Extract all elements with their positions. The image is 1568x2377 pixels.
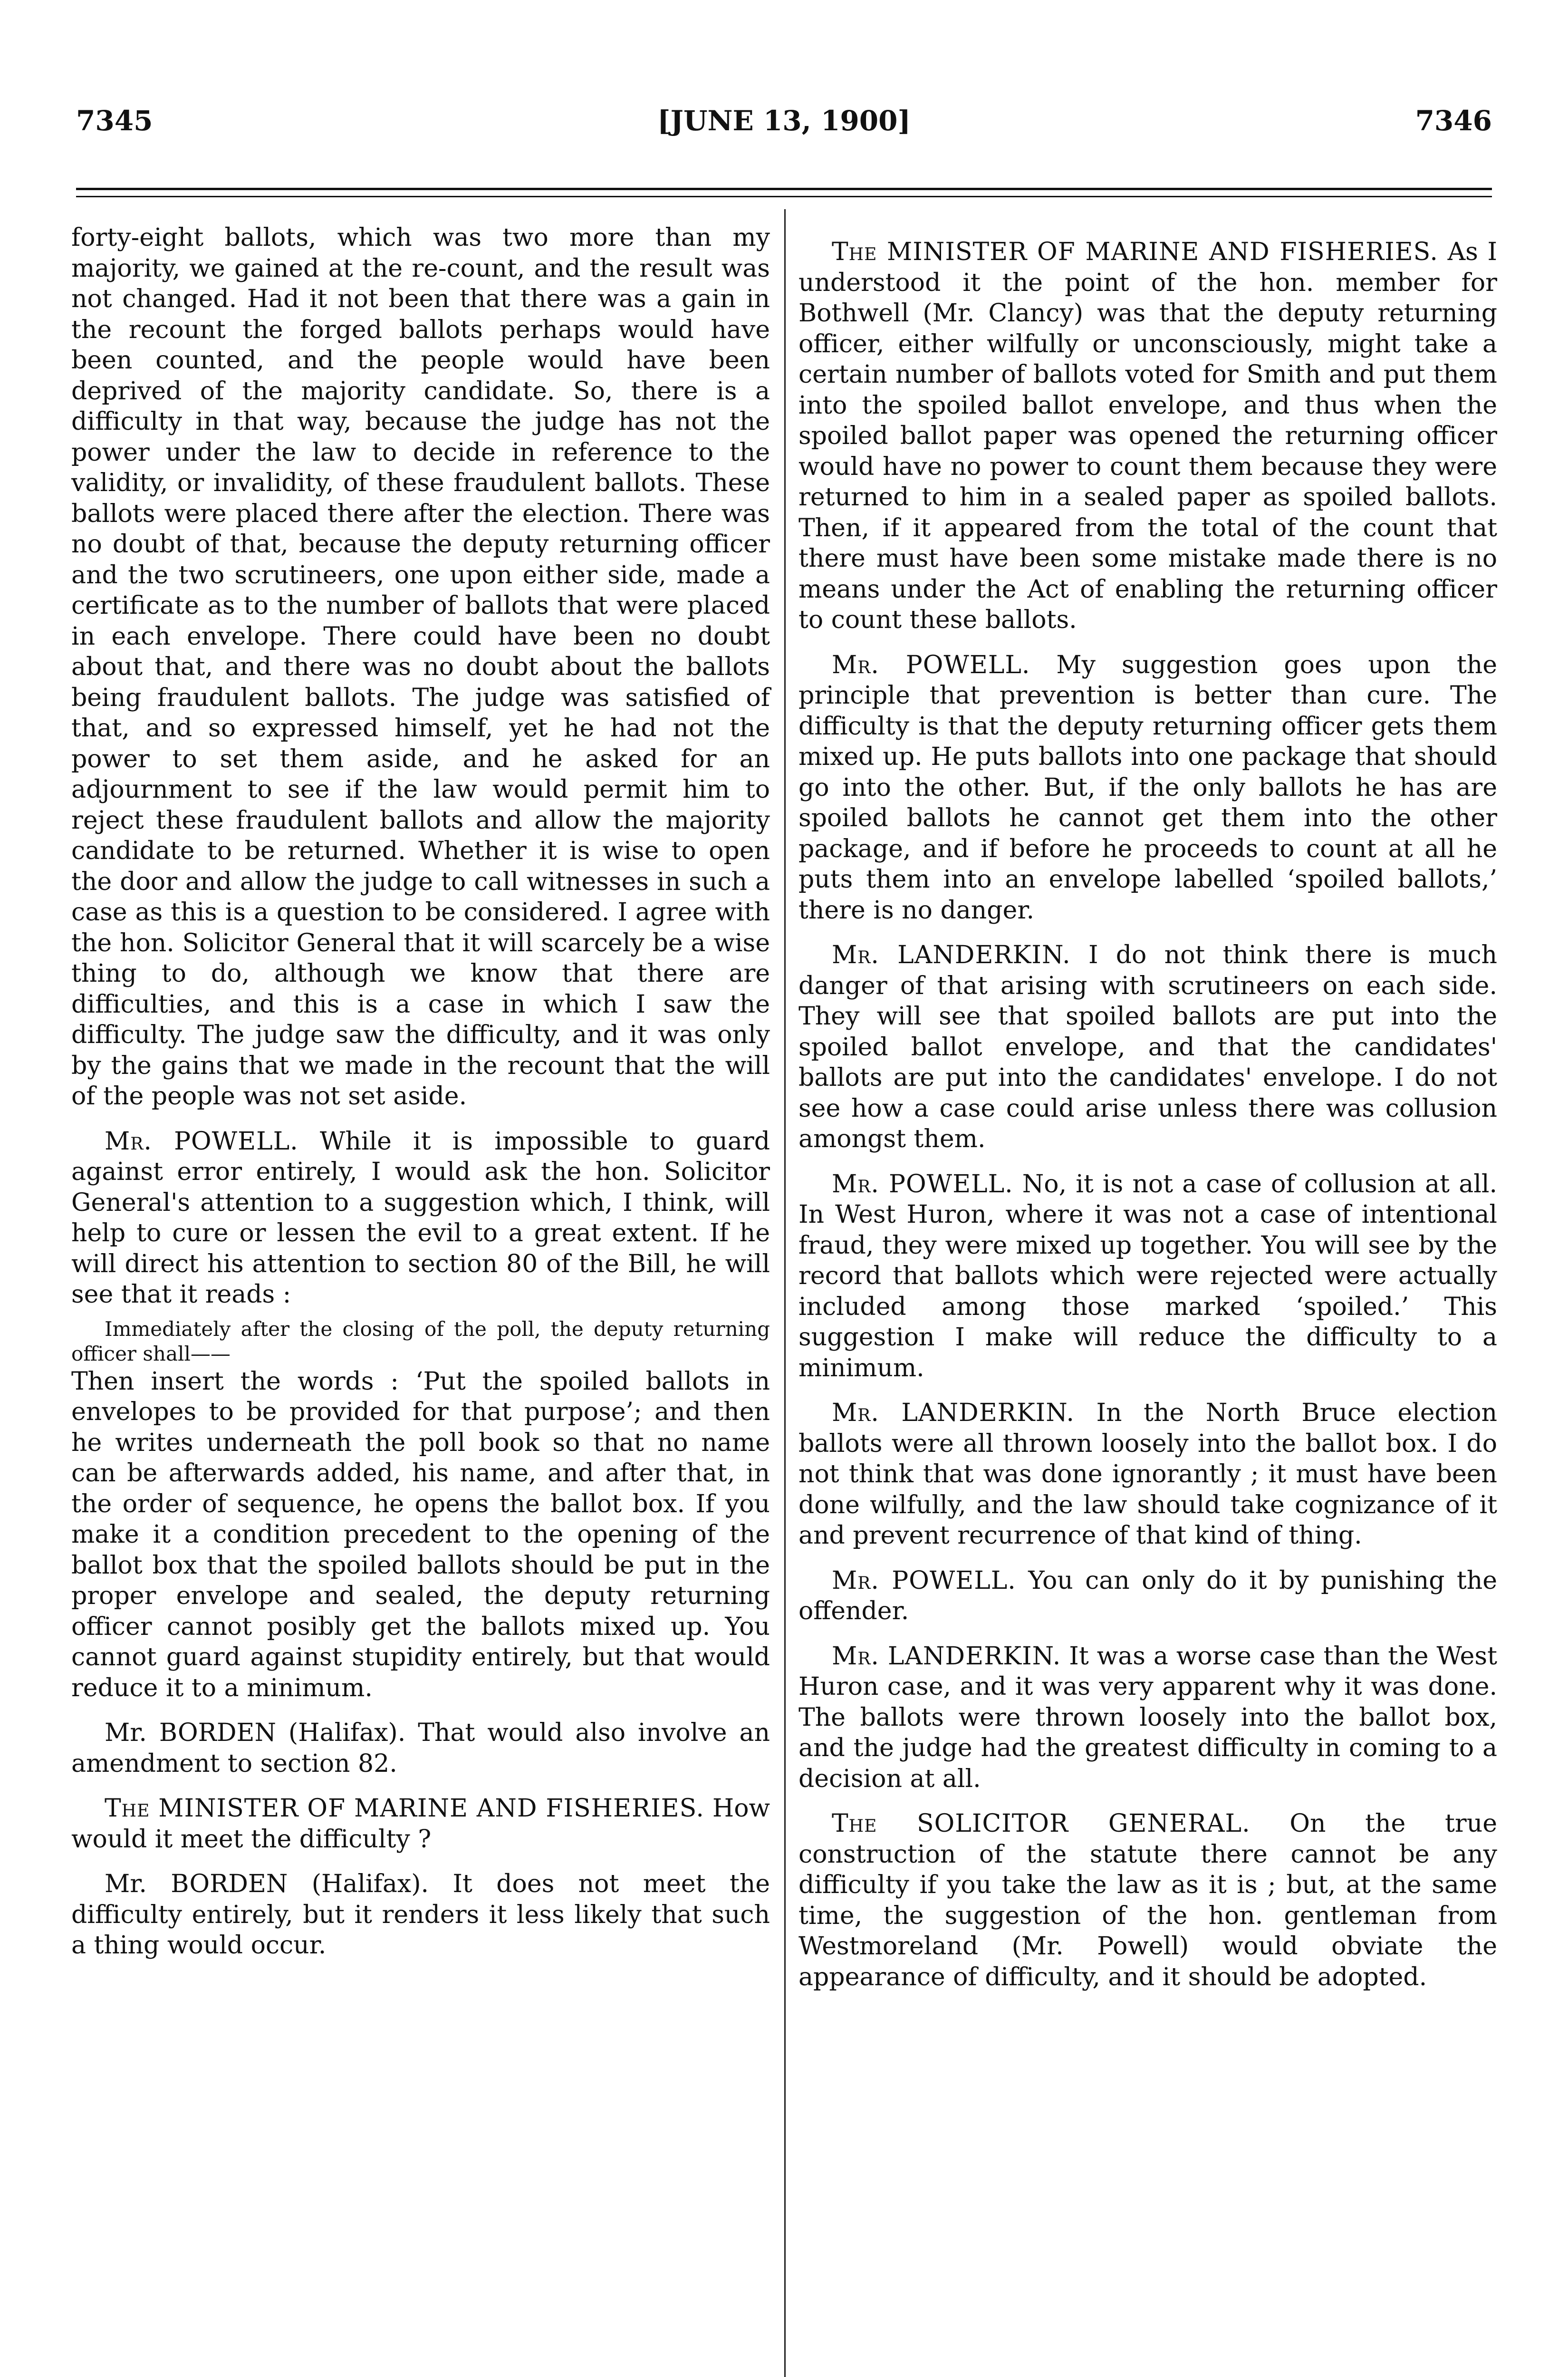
speaker-name: Mr. LANDERKIN. xyxy=(832,941,1071,969)
speech-text: My suggestion goes upon the principle that prevention is better than cure. The difficulty is that the deputy returning officer gets them mixed up. He puts ballots into one package that should go into the other. But, if the only ballots he has are spoiled ballots he cannot get them into the other package, and if before he proceeds to count at all he puts them into an envelope labelled ‘spoiled ballots,’ there is no danger. xyxy=(798,650,1498,925)
left-column xyxy=(71,222,770,1961)
page-number-right: 7346 xyxy=(1415,105,1492,137)
speaker-name: Mr. POWELL. xyxy=(105,1127,298,1156)
speech xyxy=(71,1793,770,1855)
speech xyxy=(71,1718,770,1779)
speech-text: That would also involve an amendment to section 82. xyxy=(71,1719,770,1778)
speech-text: You can only do it by punishing the offender. xyxy=(798,1566,1497,1625)
speech xyxy=(798,940,1497,1155)
speech xyxy=(798,1169,1497,1384)
speaker-name: The SOLICITOR GENERAL. xyxy=(832,1809,1251,1838)
speech-text: While it is impossible to guard against error entirely, I would ask the hon. Solicitor General's attention to a suggestion which, I think, will help to cure or lessen the evil to a great extent. If he will direct his attention to section 80 of the Bill, he will see that it reads : xyxy=(71,1127,770,1309)
speech xyxy=(798,1398,1497,1551)
speech xyxy=(798,1808,1497,1992)
right-column xyxy=(798,222,1497,1992)
speech xyxy=(798,237,1497,636)
paragraph: forty-eight ballots, which was two more than my majority, we gained at the re-count, and the result was not changed. Had it not been that there was a gain in the recount the forged ballots perhaps would have been counted, and the people would have been deprived of the majority candidate. So, there is a difficulty in that way, because the judge has not the power under the law to decide in reference to the validity, or invalidity, of these fraudulent ballots. These ballots were placed there after the election. There was no doubt of that, because the deputy returning officer and the two scrutineers, one upon either side, made a certificate as to the number of ballots that were placed in each envelope. There could have been no doubt about that, and there was no doubt about the ballots being fraudulent ballots. The judge was satisfied of that, and so expressed himself, yet he had not the power to set them aside, and he asked for an adjournment to see if the law would permit him to reject these fraudulent ballots and allow the majority candidate to be returned. Whether it is wise to open the door and allow the judge to call witnesses in such a case as this is a question to be considered. I agree with the hon. Solicitor General that it will scarcely be a wise thing to do, although we know that there are difficulties, and this is a case in which I saw the difficulty. The judge saw the difficulty, and it was only by the gains that we made in the recount that the will of the people was not set aside. xyxy=(71,223,770,1111)
quoted-text: Immediately after the closing of the poll, the deputy returning officer shall—— xyxy=(71,1317,770,1365)
column-divider xyxy=(784,209,786,2377)
page-header xyxy=(76,95,1492,152)
speech xyxy=(71,1126,770,1310)
speech xyxy=(798,650,1497,926)
speech-text: It was a worse case than the West Huron case, and it was very apparent why it was done. The ballots were thrown loosely into the ballot box, and the judge had the greatest difficulty in coming to a decision at all. xyxy=(798,1642,1497,1793)
header-rule-thick xyxy=(76,188,1492,190)
speech-text: On the true construction of the statute there cannot be any difficulty if you take the law as it is ; but, at the same time, the suggestion of the hon. gentleman from Westmoreland (Mr. Powell) would obviate the appearance of difficulty, and it should be adopted. xyxy=(798,1809,1498,1991)
speech-continuation: Then insert the words : ‘Put the spoiled ballots in envelopes to be provided for that purpose’; and then he writes underneath the poll book so that no name can be afterwards added, his name, and after that, in the order of sequence, he opens the ballot box. If you make it a condition precedent to the opening of the ballot box that the spoiled ballots should be put in the proper envelope and sealed, the deputy returning officer cannot posibly get the ballots mixed up. You cannot guard against stupidity entirely, but that would reduce it to a minimum. xyxy=(71,1367,770,1702)
speech-text: No, it is not a case of collusion at all. In West Huron, where it was not a case of intentional fraud, they were mixed up together. You will see by the record that ballots which were rejected were actually included among those marked ‘spoiled.’ This suggestion I make will reduce the difficulty to a minimum. xyxy=(798,1169,1498,1382)
speech-text: I do not think there is much danger of that arising with scrutineers on each side. They will see that spoiled ballots are put into the spoiled ballot envelope, and that the candidates' ballots are put into the candidates' envelope. I do not see how a case could arise unless there was collusion amongst them. xyxy=(798,941,1498,1153)
speech-text: How would it meet the difficulty ? xyxy=(71,1794,770,1854)
speech-text: It does not meet the difficulty entirely, but it renders it less likely that such a thing would occur. xyxy=(71,1870,770,1960)
speaker-name: The MINISTER OF MARINE AND FISHERIES. xyxy=(832,238,1438,266)
speaker-name: Mr. POWELL. xyxy=(832,1169,1013,1198)
speech-text: In the North Bruce election ballots were all thrown loosely into the ballot box. I do not think that was done ignorantly ; it must have been done wilfully, and the law should take cognizance of it and prevent recurrence of that kind of thing. xyxy=(798,1399,1498,1550)
speech xyxy=(798,1565,1497,1627)
speaker-name: Mr. LANDERKIN. xyxy=(832,1642,1061,1671)
speaker-name: Mr. POWELL. xyxy=(832,1566,1016,1595)
speech xyxy=(71,1869,770,1961)
speech xyxy=(798,1641,1497,1795)
header-rule-thin xyxy=(76,196,1492,197)
page-date: [JUNE 13, 1900] xyxy=(657,105,911,137)
page-number-left: 7345 xyxy=(76,105,153,137)
speaker-name: Mr. BORDEN (Halifax). xyxy=(105,1870,429,1898)
speaker-name: The MINISTER OF MARINE AND FISHERIES. xyxy=(105,1794,704,1823)
speaker-name: Mr. LANDERKIN. xyxy=(832,1399,1075,1427)
speaker-name: Mr. BORDEN (Halifax). xyxy=(105,1719,406,1747)
speech-text: As I understood it the point of the hon. member for Bothwell (Mr. Clancy) was that the deputy returning officer, either wilfully or unconsciously, might take a certain number of ballots voted for Smith and put them into the spoiled ballot envelope, and thus when the spoiled ballot paper was opened the returning officer would have no power to count them because they were returned to him in a sealed paper as spoiled ballots. Then, if it appeared from the total of the count that there must have been some mistake made there is no means under the Act of enabling the returning officer to count these ballots. xyxy=(798,238,1498,634)
speaker-name: Mr. POWELL. xyxy=(832,650,1030,679)
